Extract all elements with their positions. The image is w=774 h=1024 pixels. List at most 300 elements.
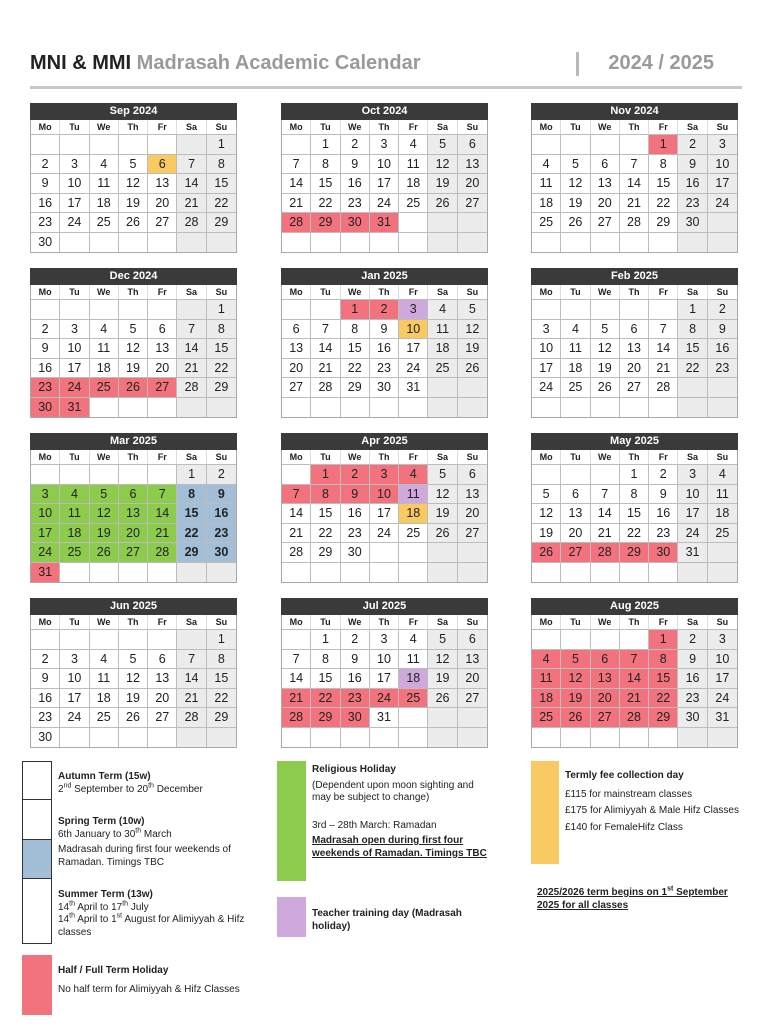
day-cell: 24: [370, 523, 399, 543]
empty-cell: [90, 629, 119, 649]
day-cell: 18: [708, 503, 737, 523]
month-header: Nov 2024: [531, 103, 738, 120]
weekday-label: Su: [466, 617, 479, 627]
day-cell: 7: [620, 154, 649, 174]
month-nov-2024: [531, 103, 738, 253]
day-cell: 31: [370, 212, 399, 232]
weekday-label: Th: [620, 285, 649, 299]
week-row: [282, 134, 487, 154]
day-cell: 19: [428, 668, 457, 688]
week-row: [532, 338, 737, 358]
day-cell: 4: [561, 319, 590, 339]
day-cell: 8: [311, 484, 340, 504]
day-cell: 16: [708, 338, 737, 358]
month-header: Sep 2024: [30, 103, 237, 120]
day-cell: 7: [591, 484, 620, 504]
day-cell: 25: [399, 193, 428, 213]
day-cell: 18: [399, 668, 428, 688]
day-cell: 7: [649, 319, 678, 339]
day-cell: 28: [282, 212, 311, 232]
day-cell: 3: [370, 464, 399, 484]
week-row: [282, 668, 487, 688]
weekday-header-row: [31, 120, 236, 134]
day-cell: 25: [561, 377, 590, 397]
empty-cell: [341, 232, 370, 252]
day-cell: 22: [311, 193, 340, 213]
day-cell: 2: [207, 464, 236, 484]
day-cell: 2: [678, 134, 707, 154]
weekday-label: Mo: [532, 450, 561, 464]
day-cell: 11: [399, 154, 428, 174]
day-cell: 28: [311, 377, 340, 397]
day-cell: 6: [561, 484, 590, 504]
day-cell: 1: [311, 464, 340, 484]
empty-cell: [60, 727, 89, 747]
day-cell: 1: [207, 629, 236, 649]
summer-2b-sup: st: [116, 912, 123, 920]
month-header: Oct 2024: [281, 103, 488, 120]
day-cell: 26: [428, 688, 457, 708]
day-cell: 23: [678, 688, 707, 708]
day-cell: 24: [399, 358, 428, 378]
day-cell: 4: [532, 649, 561, 669]
empty-cell: [428, 232, 457, 252]
empty-cell: [620, 299, 649, 319]
weekday-header-row: [532, 615, 737, 629]
empty-cell: [428, 397, 457, 417]
week-row: [532, 629, 737, 649]
day-cell: 5: [561, 154, 590, 174]
day-cell: 27: [148, 707, 177, 727]
day-cell: 21: [282, 523, 311, 543]
empty-cell: [177, 397, 206, 417]
weekday-label: Tu: [311, 285, 340, 299]
day-cell: 13: [591, 668, 620, 688]
week-row: [532, 707, 737, 727]
weekday-label: Fr: [148, 615, 177, 629]
day-cell: 17: [370, 668, 399, 688]
day-cell: 10: [678, 484, 707, 504]
day-cell: 17: [60, 358, 89, 378]
empty-cell: [591, 464, 620, 484]
week-row: [282, 629, 487, 649]
empty-cell: [532, 299, 561, 319]
week-row: [282, 503, 487, 523]
day-cell: 25: [90, 212, 119, 232]
empty-cell: [561, 134, 590, 154]
week-row: [31, 358, 236, 378]
day-cell: 29: [311, 542, 340, 562]
day-cell: 27: [148, 377, 177, 397]
weekday-label: Th: [370, 120, 399, 134]
week-row: [31, 154, 236, 174]
day-cell: 19: [532, 523, 561, 543]
day-cell: 3: [399, 299, 428, 319]
weekday-label: Sa: [177, 450, 206, 464]
day-cell: 26: [561, 212, 590, 232]
day-cell: 23: [31, 377, 60, 397]
month-header: May 2025: [531, 433, 738, 450]
day-cell: 3: [532, 319, 561, 339]
empty-cell: [177, 727, 206, 747]
day-cell: 26: [119, 707, 148, 727]
day-cell: 4: [90, 154, 119, 174]
day-cell: 6: [148, 649, 177, 669]
day-cell: 23: [341, 193, 370, 213]
week-row: [282, 562, 487, 582]
day-cell: 15: [649, 173, 678, 193]
day-cell: 27: [591, 212, 620, 232]
empty-cell: [399, 562, 428, 582]
week-row: [31, 668, 236, 688]
weekday-label: Th: [620, 450, 649, 464]
legend-ramadan-swatch: [23, 839, 51, 879]
month-grid: [531, 120, 738, 253]
empty-cell: [708, 562, 737, 582]
empty-cell: [708, 377, 737, 397]
day-cell: 1: [620, 464, 649, 484]
month-header: Apr 2025: [281, 433, 488, 450]
day-cell: 18: [561, 358, 590, 378]
day-cell: 30: [207, 542, 236, 562]
day-cell: 10: [60, 668, 89, 688]
weekday-header-row: [282, 285, 487, 299]
weekday-label: Fr: [148, 285, 177, 299]
day-cell: 7: [620, 649, 649, 669]
day-cell: 23: [341, 523, 370, 543]
day-cell: 11: [708, 484, 737, 504]
day-cell: 9: [708, 319, 737, 339]
day-cell: 11: [399, 649, 428, 669]
day-cell: 1: [678, 299, 707, 319]
month-header: Jul 2025: [281, 598, 488, 615]
month-header: Feb 2025: [531, 268, 738, 285]
day-cell: 9: [649, 484, 678, 504]
day-cell: 21: [177, 358, 206, 378]
day-cell: 28: [649, 377, 678, 397]
weekday-label: Tu: [60, 285, 89, 299]
day-cell: 17: [60, 688, 89, 708]
empty-cell: [148, 629, 177, 649]
empty-cell: [428, 707, 457, 727]
empty-cell: [458, 727, 487, 747]
week-row: [282, 727, 487, 747]
week-row: [31, 649, 236, 669]
empty-cell: [678, 232, 707, 252]
day-cell: 19: [90, 523, 119, 543]
day-cell: 22: [207, 688, 236, 708]
weekday-label: Tu: [311, 120, 340, 134]
weekday-label: Sa: [678, 450, 707, 464]
week-row: [532, 134, 737, 154]
weekday-label: Sa: [177, 285, 206, 299]
day-cell: 10: [399, 319, 428, 339]
day-cell: 25: [428, 358, 457, 378]
empty-cell: [148, 464, 177, 484]
legend-religious-swatch: [277, 761, 306, 881]
empty-cell: [620, 397, 649, 417]
academic-year: 2024 / 2025: [608, 52, 714, 74]
weekday-label: Mo: [282, 450, 311, 464]
day-cell: 29: [177, 542, 206, 562]
empty-cell: [399, 212, 428, 232]
day-cell: 16: [207, 503, 236, 523]
day-cell: 8: [311, 154, 340, 174]
day-cell: 4: [428, 299, 457, 319]
day-cell: 20: [458, 668, 487, 688]
day-cell: 13: [148, 173, 177, 193]
day-cell: 8: [207, 154, 236, 174]
day-cell: 29: [620, 542, 649, 562]
weekday-label: Fr: [649, 450, 678, 464]
day-cell: 15: [678, 338, 707, 358]
day-cell: 29: [207, 377, 236, 397]
summer-dates-1: [58, 902, 248, 915]
day-cell: 5: [458, 299, 487, 319]
empty-cell: [428, 377, 457, 397]
weekday-label: Th: [119, 120, 148, 134]
weekday-label: We: [341, 615, 370, 629]
day-cell: 23: [708, 358, 737, 378]
day-cell: 21: [591, 523, 620, 543]
week-row: [282, 688, 487, 708]
weekday-label: Tu: [60, 615, 89, 629]
week-row: [31, 503, 236, 523]
empty-cell: [561, 397, 590, 417]
day-cell: 24: [60, 212, 89, 232]
empty-cell: [60, 629, 89, 649]
weekday-label: We: [90, 450, 119, 464]
day-cell: 31: [708, 707, 737, 727]
day-cell: 2: [341, 629, 370, 649]
day-cell: 28: [620, 707, 649, 727]
day-cell: 19: [561, 688, 590, 708]
weekday-label: Su: [215, 287, 228, 297]
empty-cell: [90, 464, 119, 484]
day-cell: 22: [311, 688, 340, 708]
fee-line-2: £175 for Alimiyyah & Male Hifz Classes: [565, 805, 739, 816]
day-cell: 31: [399, 377, 428, 397]
day-cell: 25: [532, 212, 561, 232]
empty-cell: [620, 134, 649, 154]
day-cell: 30: [341, 542, 370, 562]
month-jan-2025: [281, 268, 488, 418]
week-row: [282, 397, 487, 417]
empty-cell: [90, 727, 119, 747]
month-jul-2025: [281, 598, 488, 748]
weekday-label: Tu: [561, 615, 590, 629]
weekday-label: Fr: [649, 120, 678, 134]
empty-cell: [649, 232, 678, 252]
day-cell: 4: [532, 154, 561, 174]
week-row: [31, 727, 236, 747]
week-row: [532, 464, 737, 484]
weekday-label: We: [341, 120, 370, 134]
weekday-label: Su: [716, 287, 729, 297]
week-row: [532, 319, 737, 339]
day-cell: 1: [649, 134, 678, 154]
weekday-label: Mo: [532, 615, 561, 629]
weekday-label: Th: [620, 120, 649, 134]
empty-cell: [311, 562, 340, 582]
day-cell: 25: [399, 523, 428, 543]
autumn-title: Autumn Term (15w): [58, 771, 151, 782]
day-cell: 4: [90, 649, 119, 669]
day-cell: 20: [620, 358, 649, 378]
empty-cell: [119, 562, 148, 582]
month-grid: [531, 450, 738, 583]
day-cell: 8: [207, 319, 236, 339]
day-cell: 7: [282, 154, 311, 174]
empty-cell: [561, 464, 590, 484]
day-cell: 27: [282, 377, 311, 397]
empty-cell: [708, 397, 737, 417]
empty-cell: [177, 299, 206, 319]
empty-cell: [458, 212, 487, 232]
weekday-label: We: [591, 450, 620, 464]
empty-cell: [708, 212, 737, 232]
day-cell: 1: [311, 134, 340, 154]
weekday-label: Mo: [282, 120, 311, 134]
day-cell: 6: [148, 319, 177, 339]
empty-cell: [119, 232, 148, 252]
weekday-label: Su: [716, 452, 729, 462]
day-cell: 24: [708, 688, 737, 708]
day-cell: 17: [399, 338, 428, 358]
page-title: [30, 52, 420, 75]
day-cell: 26: [119, 212, 148, 232]
day-cell: 12: [428, 154, 457, 174]
weekday-label: Th: [370, 285, 399, 299]
day-cell: 27: [591, 707, 620, 727]
weekday-label: Fr: [399, 120, 428, 134]
summer-dates-2: [58, 914, 248, 939]
day-cell: 9: [31, 173, 60, 193]
day-cell: 17: [31, 523, 60, 543]
summer-1a: 14: [58, 901, 70, 913]
weekday-label: Sa: [678, 615, 707, 629]
day-cell: 12: [428, 484, 457, 504]
weekday-label: Fr: [399, 285, 428, 299]
weekday-label: Su: [716, 617, 729, 627]
day-cell: 6: [148, 154, 177, 174]
weekday-label: Su: [716, 122, 729, 132]
day-cell: 20: [591, 193, 620, 213]
weekday-label: Th: [119, 615, 148, 629]
week-row: [31, 338, 236, 358]
day-cell: 15: [620, 503, 649, 523]
empty-cell: [591, 397, 620, 417]
day-cell: 22: [341, 358, 370, 378]
empty-cell: [620, 232, 649, 252]
empty-cell: [708, 727, 737, 747]
day-cell: 4: [90, 319, 119, 339]
day-cell: 20: [148, 358, 177, 378]
empty-cell: [591, 299, 620, 319]
day-cell: 14: [177, 338, 206, 358]
day-cell: 10: [532, 338, 561, 358]
weekday-label: Mo: [31, 120, 60, 134]
empty-cell: [591, 629, 620, 649]
empty-cell: [207, 727, 236, 747]
week-row: [532, 727, 737, 747]
month-jun-2025: [30, 598, 237, 748]
day-cell: 18: [90, 193, 119, 213]
day-cell: 12: [532, 503, 561, 523]
week-row: [282, 523, 487, 543]
day-cell: 18: [399, 173, 428, 193]
weekday-header-row: [282, 615, 487, 629]
day-cell: 7: [282, 484, 311, 504]
day-cell: 22: [678, 358, 707, 378]
week-row: [532, 173, 737, 193]
summer-2b: April to 1: [74, 914, 117, 925]
week-row: [532, 154, 737, 174]
day-cell: 15: [207, 338, 236, 358]
weekday-label: Th: [370, 450, 399, 464]
week-row: [31, 193, 236, 213]
month-may-2025: [531, 433, 738, 583]
day-cell: 24: [60, 707, 89, 727]
day-cell: 23: [31, 212, 60, 232]
weekday-label: Mo: [31, 285, 60, 299]
month-feb-2025: [531, 268, 738, 418]
day-cell: 16: [341, 668, 370, 688]
month-grid: [30, 615, 237, 748]
week-row: [31, 377, 236, 397]
weekday-label: Mo: [532, 120, 561, 134]
day-cell: 2: [708, 299, 737, 319]
day-cell: 5: [119, 649, 148, 669]
month-mar-2025: [30, 433, 237, 583]
fee-legend: [565, 770, 745, 834]
day-cell: 28: [282, 542, 311, 562]
day-cell: 5: [119, 319, 148, 339]
weekday-label: Fr: [399, 450, 428, 464]
week-row: [532, 212, 737, 232]
weekday-label: Mo: [532, 285, 561, 299]
day-cell: 13: [458, 154, 487, 174]
empty-cell: [678, 377, 707, 397]
day-cell: 8: [678, 319, 707, 339]
day-cell: 16: [649, 503, 678, 523]
day-cell: 22: [620, 523, 649, 543]
day-cell: 24: [708, 193, 737, 213]
day-cell: 16: [678, 173, 707, 193]
weekday-label: Fr: [148, 120, 177, 134]
month-grid: [281, 120, 488, 253]
day-cell: 26: [458, 358, 487, 378]
day-cell: 13: [148, 338, 177, 358]
weekday-label: We: [90, 615, 119, 629]
day-cell: 2: [370, 299, 399, 319]
day-cell: 26: [428, 193, 457, 213]
day-cell: 11: [90, 173, 119, 193]
day-cell: 14: [620, 668, 649, 688]
empty-cell: [282, 727, 311, 747]
autumn-c: December: [153, 783, 203, 795]
day-cell: 11: [561, 338, 590, 358]
week-row: [31, 397, 236, 417]
empty-cell: [591, 134, 620, 154]
day-cell: 3: [678, 464, 707, 484]
weekday-label: Sa: [177, 615, 206, 629]
day-cell: 20: [119, 523, 148, 543]
week-row: [31, 629, 236, 649]
day-cell: 1: [649, 629, 678, 649]
day-cell: 3: [370, 629, 399, 649]
week-row: [532, 484, 737, 504]
